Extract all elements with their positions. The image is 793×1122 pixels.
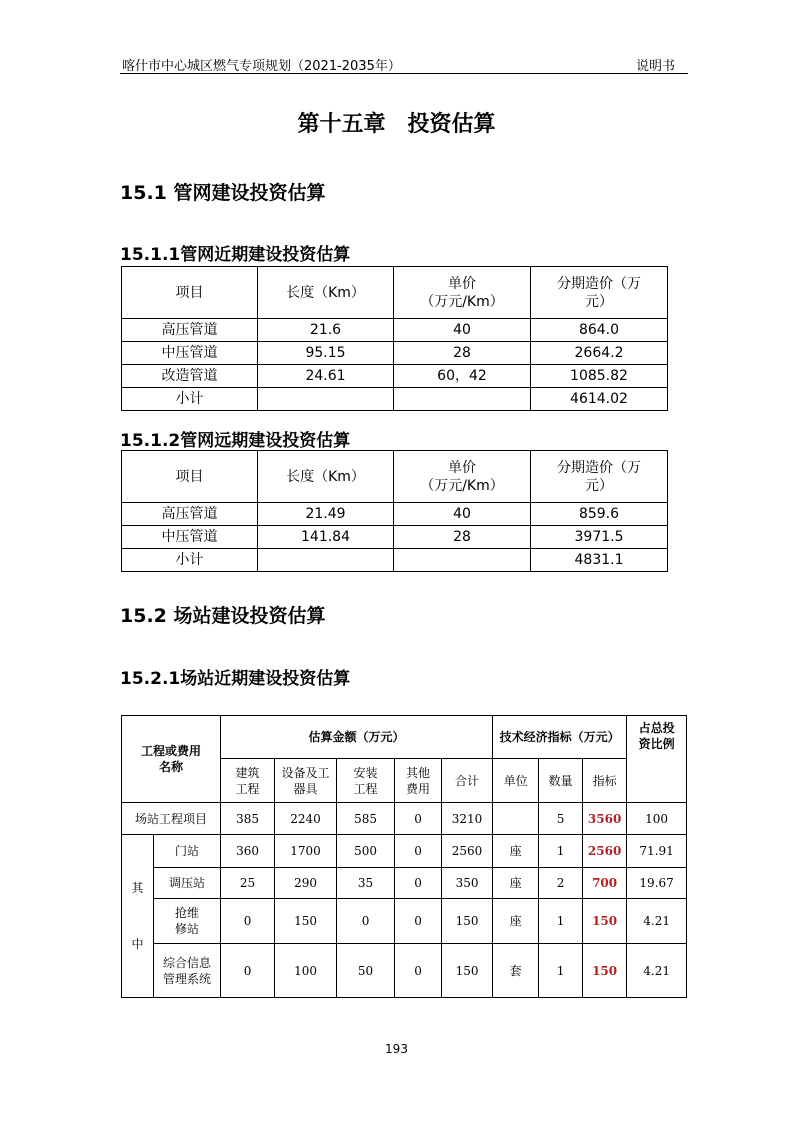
cell (258, 388, 394, 411)
cell: 28 (394, 342, 531, 365)
cell: 改造管道 (122, 365, 258, 388)
table-row-total (122, 803, 687, 835)
col-header-unit: 单位 (493, 759, 539, 803)
cell: 60，42 (394, 365, 531, 388)
subsection-heading-15-2-1: 15.2.1场站近期建设投资估算 (120, 669, 351, 689)
cell: 中压管道 (122, 342, 258, 365)
cell: 0 (221, 899, 275, 944)
cell: 座 (493, 835, 539, 868)
table-row (122, 319, 668, 342)
cell: 290 (275, 868, 337, 899)
cell: 0 (337, 899, 395, 944)
cell: 150 (442, 899, 493, 944)
cell: 95.15 (258, 342, 394, 365)
cell: 25 (221, 868, 275, 899)
cell: 1085.82 (531, 365, 668, 388)
cell: 0 (395, 803, 442, 835)
cell: 场站工程项目 (122, 803, 221, 835)
cell: 3971.5 (531, 526, 668, 549)
table-row (122, 526, 668, 549)
cell: 0 (395, 868, 442, 899)
table-row-subtotal (122, 549, 668, 572)
cell: 500 (337, 835, 395, 868)
cell: 150 (442, 944, 493, 998)
col-header-other: 其他 费用 (395, 759, 442, 803)
col-header-item: 项目 (122, 267, 258, 319)
col-header-index: 指标 (583, 759, 627, 803)
cell: 座 (493, 868, 539, 899)
cell: 100 (275, 944, 337, 998)
cell: 1700 (275, 835, 337, 868)
cell: 0 (395, 835, 442, 868)
cell: 1 (539, 835, 583, 868)
col-header-length: 长度（Km） (258, 267, 394, 319)
cell: 19.67 (627, 868, 687, 899)
cell: 2 (539, 868, 583, 899)
station-near-term-table (121, 715, 687, 998)
table-header-row (122, 716, 687, 759)
cell: 24.61 (258, 365, 394, 388)
cell: 1 (539, 899, 583, 944)
cell: 28 (394, 526, 531, 549)
table-header-row (122, 267, 668, 319)
cell (394, 549, 531, 572)
col-header-qty: 数量 (539, 759, 583, 803)
col-header-estimate: 估算金额（万元） (221, 716, 493, 759)
row-name: 抢维 修站 (154, 899, 221, 944)
cell-index-highlight: 700 (583, 868, 627, 899)
col-header-price: 单价 （万元/Km） (394, 451, 531, 503)
table-row (122, 835, 687, 868)
cell-index-highlight: 150 (583, 944, 627, 998)
cell: 40 (394, 503, 531, 526)
col-header-name: 工程或费用 名称 (122, 716, 221, 803)
among-label: 其 中 (122, 835, 154, 998)
table-row (122, 503, 668, 526)
cell: 2560 (442, 835, 493, 868)
subsection-heading-15-1-1: 15.1.1管网近期建设投资估算 (120, 245, 351, 265)
cell: 0 (221, 944, 275, 998)
cell: 5 (539, 803, 583, 835)
cell: 360 (221, 835, 275, 868)
row-name: 综合信息 管理系统 (154, 944, 221, 998)
cell-index-highlight: 2560 (583, 835, 627, 868)
cell: 50 (337, 944, 395, 998)
cell: 3210 (442, 803, 493, 835)
cell: 385 (221, 803, 275, 835)
section-heading-15-1: 15.1 管网建设投资估算 (120, 182, 326, 204)
cell: 套 (493, 944, 539, 998)
row-name: 门站 (154, 835, 221, 868)
cell: 864.0 (531, 319, 668, 342)
cell: 4.21 (627, 899, 687, 944)
cell: 小计 (122, 549, 258, 572)
pipe-long-term-table (121, 450, 668, 572)
cell: 2240 (275, 803, 337, 835)
cell: 150 (275, 899, 337, 944)
cell: 0 (395, 944, 442, 998)
cell: 585 (337, 803, 395, 835)
cell: 高压管道 (122, 503, 258, 526)
cell: 350 (442, 868, 493, 899)
cell: 71.91 (627, 835, 687, 868)
cell: 141.84 (258, 526, 394, 549)
col-header-building: 建筑 工程 (221, 759, 275, 803)
cell: 4614.02 (531, 388, 668, 411)
cell: 1 (539, 944, 583, 998)
cell: 100 (627, 803, 687, 835)
cell: 高压管道 (122, 319, 258, 342)
chapter-title: 第十五章 投资估算 (297, 112, 496, 137)
table-row (122, 944, 687, 998)
cell (394, 388, 531, 411)
cell: 小计 (122, 388, 258, 411)
header-title: 喀什市中心城区燃气专项规划（2021-2035年） (122, 59, 401, 74)
cell: 2664.2 (531, 342, 668, 365)
cell: 4831.1 (531, 549, 668, 572)
cell-index-highlight: 3560 (583, 803, 627, 835)
cell: 4.21 (627, 944, 687, 998)
col-header-install: 安装 工程 (337, 759, 395, 803)
col-header-price: 单价 （万元/Km） (394, 267, 531, 319)
cell: 21.6 (258, 319, 394, 342)
table-header-row (122, 451, 668, 503)
cell: 40 (394, 319, 531, 342)
cell: 859.6 (531, 503, 668, 526)
cell (258, 549, 394, 572)
subsection-heading-15-1-2: 15.1.2管网远期建设投资估算 (120, 431, 351, 451)
table-row (122, 365, 668, 388)
table-row (122, 868, 687, 899)
cell: 座 (493, 899, 539, 944)
header-rule (120, 73, 688, 74)
col-header-ratio: 占总投 资比例 (627, 716, 687, 803)
col-header-cost: 分期造价（万 元） (531, 451, 668, 503)
cell: 21.49 (258, 503, 394, 526)
cell: 35 (337, 868, 395, 899)
section-heading-15-2: 15.2 场站建设投资估算 (120, 605, 326, 627)
pipe-near-term-table (121, 266, 668, 411)
cell-index-highlight: 150 (583, 899, 627, 944)
cell: 0 (395, 899, 442, 944)
row-name: 调压站 (154, 868, 221, 899)
cell: 中压管道 (122, 526, 258, 549)
table-row (122, 342, 668, 365)
cell (493, 803, 539, 835)
page-number: 193 (385, 1042, 408, 1056)
col-header-sum: 合计 (442, 759, 493, 803)
table-row-subtotal (122, 388, 668, 411)
col-header-item: 项目 (122, 451, 258, 503)
col-header-length: 长度（Km） (258, 451, 394, 503)
header-doc-type: 说明书 (636, 59, 676, 74)
col-header-cost: 分期造价（万 元） (531, 267, 668, 319)
col-header-equipment: 设备及工 器具 (275, 759, 337, 803)
col-header-tech: 技术经济指标（万元） (493, 716, 627, 759)
table-row (122, 899, 687, 944)
